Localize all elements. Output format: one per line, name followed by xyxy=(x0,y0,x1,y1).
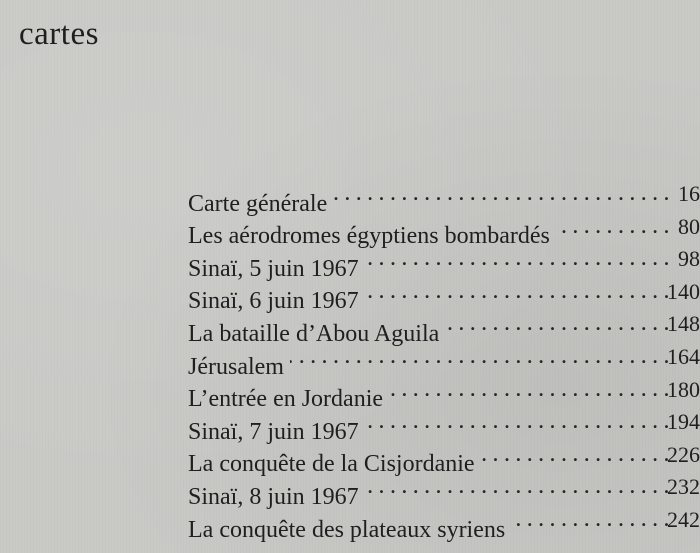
entry-page-number: 16 xyxy=(678,181,700,206)
entry-title: Sinaï, 5 juin 1967 xyxy=(188,255,359,282)
entry-page-number: 226 xyxy=(667,441,700,467)
list-item xyxy=(188,341,700,380)
list-item xyxy=(188,471,700,510)
list-item xyxy=(188,243,700,282)
entry-page-number: 242 xyxy=(667,506,700,532)
dot-leader xyxy=(365,471,670,504)
list-item xyxy=(188,504,700,543)
entry-title: Les aérodromes égyptiens bombardés xyxy=(188,223,550,250)
dot-leader xyxy=(481,439,670,472)
list-item xyxy=(188,178,700,217)
entry-page-number: 80 xyxy=(678,213,700,239)
entry-title: La conquête de la Cisjordanie xyxy=(188,451,475,478)
entry-page-number: 194 xyxy=(667,409,700,435)
dot-leader xyxy=(556,211,670,244)
entry-page-number: 164 xyxy=(667,343,700,369)
maps-list xyxy=(188,178,700,543)
entry-title: Carte générale xyxy=(188,190,328,217)
list-item xyxy=(188,276,700,315)
list-item xyxy=(188,439,700,478)
dot-leader xyxy=(445,308,670,341)
entry-title: Sinaï, 7 juin 1967 xyxy=(188,418,359,445)
list-item xyxy=(188,406,700,445)
dot-leader xyxy=(365,276,670,309)
entry-title: La bataille d’Abou Aguila xyxy=(188,320,440,347)
entry-page-number: 232 xyxy=(667,474,700,500)
dot-leader xyxy=(365,406,670,439)
list-item xyxy=(188,211,700,250)
entry-page-number: 148 xyxy=(667,311,700,337)
entry-page-number: 180 xyxy=(667,376,700,402)
entry-page-number: 140 xyxy=(667,278,700,304)
entry-title: Jérusalem xyxy=(188,353,284,380)
list-item xyxy=(188,374,700,413)
entry-title: Sinaï, 6 juin 1967 xyxy=(188,288,359,315)
dot-leader xyxy=(333,178,670,211)
dot-leader xyxy=(511,504,670,537)
dot-leader xyxy=(389,374,670,407)
dot-leader xyxy=(290,341,670,374)
entry-page-number: 98 xyxy=(678,246,700,272)
entry-title: L’entrée en Jordanie xyxy=(188,386,384,413)
section-heading: cartes xyxy=(19,16,99,52)
entry-title: La conquête des plateaux syriens xyxy=(188,516,506,543)
list-item xyxy=(188,308,700,347)
entry-title: Sinaï, 8 juin 1967 xyxy=(188,483,359,510)
dot-leader xyxy=(365,243,670,276)
